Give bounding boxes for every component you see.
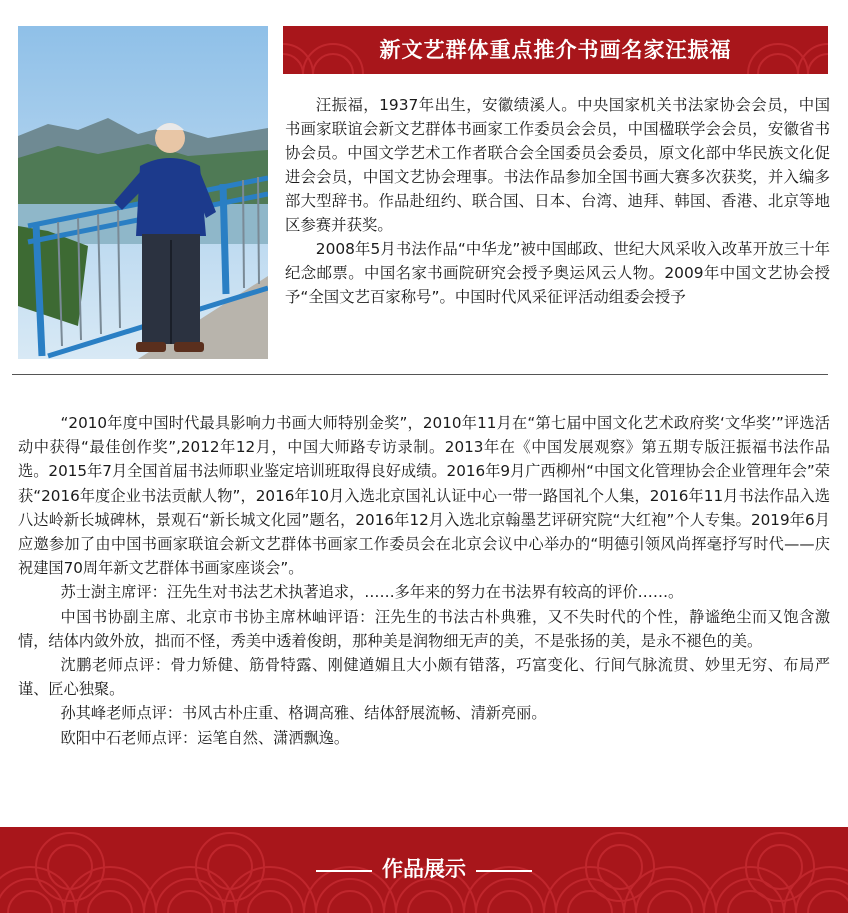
body-paragraph: 孙其峰老师点评：书风古朴庄重、格调高雅、结体舒展流畅、清新亮丽。: [60, 704, 547, 723]
body-paragraph: “2010年度中国时代最具影响力书画大师特别金奖”，2010年11月在“第七届中国文化艺术政府奖‘文华奖’”评选活动中获得“最佳创作奖”,2012年12月，中国大师路专访录制。2013年在《中国发展观察》第五期专版汪振福书法作品选。2015年7月全国首届书法师职业鉴定培训班取得良好成绩。2016年9月广西柳州“中国文化管理协会企业管理年会”荣获“2016年度企业书法贡献人物”，2016年10月入选北京国礼认证中心一带一路国礼个人集，2016年11月书法作品入选八达岭新长城碑林，景观石“新长城文化园”题名，2016年12月入选北京翰墨艺评研究院“大红袍”个人专集。2019年6月应邀参加了由中国书画家联谊会新文艺群体书画家工作委员会在北京会议中心举办的“明德引领风尚挥毫抒写时代——庆祝建国70周年新文艺群体书画家座谈会”。: [18, 414, 830, 578]
title-ornament-right: [476, 870, 532, 872]
title-banner: [283, 26, 828, 74]
body-paragraph: 中国书协副主席、北京市书协主席林岫评语：汪先生的书法古朴典雅，又不失时代的个性，静谧绝尘而又饱含激情，结体内敛外放，拙而不怪，秀美中透着俊朗，那种美是润物细无声的美，不是张扬的美，是永不褪色的美。: [18, 607, 830, 650]
divider: [12, 374, 828, 375]
body-paragraph: 欧阳中石老师点评：运笔自然、潇洒飘逸。: [60, 728, 350, 747]
works-title: [0, 849, 848, 889]
bio-paragraph: 汪振福，1937年出生，安徽绩溪人。中央国家机关书法家协会会员，中国书画家联谊会新文艺群体书画家工作委员会会员，中国楹联学会会员，安徽省书协会员。中国文学艺术工作者联合会全国委员会委员，原文化部中华民族文化促进会会员，中国文艺协会理事。书法作品参加全国书画大赛多次获奖，并入编多部大型辞书。作品赴纽约、联合国、日本、台湾、迪拜、韩国、香港、北京等地区参赛并获奖。: [285, 96, 830, 234]
body-paragraph: 苏士澍主席评：汪先生对书法艺术执著追求，……多年来的努力在书法界有较高的评价……。: [60, 583, 684, 602]
works-banner: [0, 827, 848, 913]
bio-paragraph: 2008年5月书法作品“中华龙”被中国邮政、世纪大风采收入改革开放三十年纪念邮票。中国名家书画院研究会授予奥运风云人物。2009年中国文艺协会授予“全国文艺百家称号”。中国时代风采征评活动组委会授予: [285, 240, 830, 306]
page-title: 新文艺群体重点推介书画名家汪振福: [379, 37, 732, 62]
artist-photo: [18, 26, 268, 359]
title-ornament-left: [316, 870, 372, 872]
body-paragraph: 沈鹏老师点评：骨力矫健、筋骨特露、刚健遒媚且大小颇有错落，巧富变化、行间气脉流贯、妙里无穷、布局严谨、匠心独聚。: [18, 656, 830, 699]
works-title-text: 作品展示: [382, 856, 466, 881]
artist-bio: [285, 93, 830, 309]
artist-achievements: [18, 411, 830, 750]
